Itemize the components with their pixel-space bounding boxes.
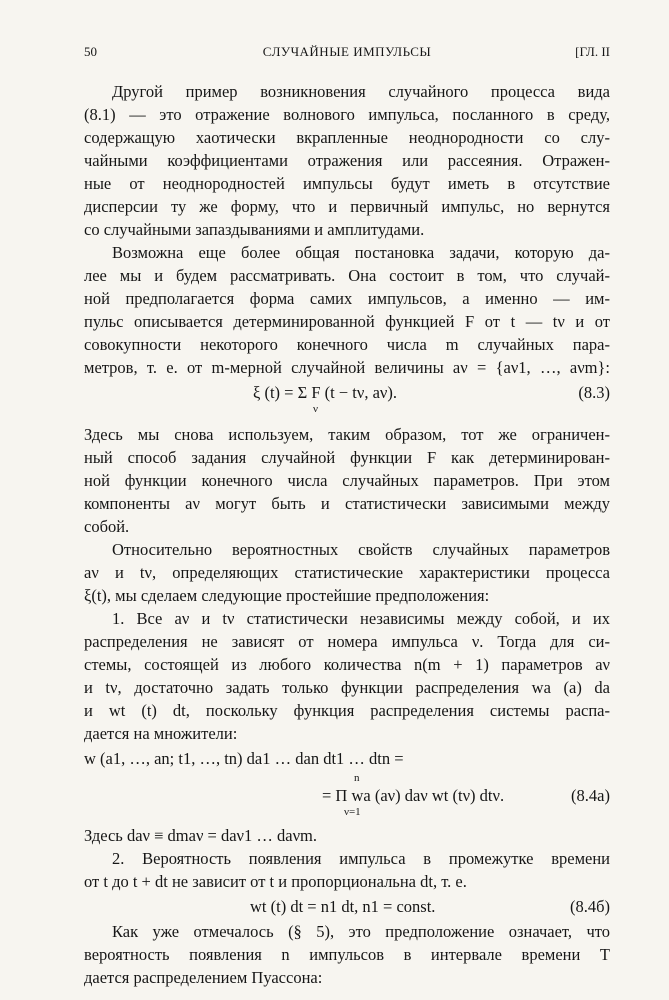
formula-8-4a-upper: n <box>354 772 360 784</box>
text-line: (8.1) — это отражение волнового импульса, посланного в среду, <box>84 105 610 124</box>
running-title: СЛУЧАЙНЫЕ ИМПУЛЬСЫ <box>262 44 432 59</box>
formula-8-4a-lower: ν=1 <box>344 806 361 818</box>
text-line: ной функции конечного числа случайных параметров. При этом <box>84 471 610 490</box>
text-line: Относительно вероятностных свойств случайных параметров <box>112 540 610 559</box>
page-bottom-edge <box>0 989 669 1000</box>
text-line: вероятность появления n импульсов в интервале времени T <box>84 945 610 964</box>
text-line: совокупности некоторого конечного числа m случайных пара- <box>84 335 610 354</box>
text-line: дается распределением Пуассона: <box>84 968 323 987</box>
text-line: от t до t + dt не зависит от t и пропорциональна dt, т. е. <box>84 872 467 891</box>
text-line: дисперсии ту же форму, что и первичный импульс, но вернутся <box>84 197 610 216</box>
equation-number: (8.4б) <box>569 897 610 916</box>
text-line: Возможна еще более общая постановка задачи, которую да- <box>112 243 610 262</box>
text-line: и wt (t) dt, поскольку функция распределения системы распа- <box>84 701 610 720</box>
text-line: ξ(t), мы сделаем следующие простейшие предположения: <box>84 586 490 605</box>
page-number: 50 <box>84 44 97 59</box>
formula-8-4a-bottom: = Π wa (aν) daν wt (tν) dtν. <box>322 786 505 805</box>
text-line: компоненты aν могут быть и статистически зависимыми между <box>84 494 610 513</box>
text-line: собой. <box>84 517 130 536</box>
formula-8-4a-top: w (a1, …, an; t1, …, tn) da1 … dan dt1 … dtn = <box>84 749 404 768</box>
text-line: Здесь daν ≡ dmaν = daν1 … daνm. <box>84 826 317 845</box>
text-line: со случайными запаздываниями и амплитудами. <box>84 220 425 239</box>
text-line: Здесь мы снова используем, таким образом, тот же ограничен- <box>84 425 610 444</box>
chapter-label: [ГЛ. II <box>575 44 610 59</box>
text-line: Как уже отмечалось (§ 5), это предположение означает, что <box>112 922 610 941</box>
text-line: и tν, достаточно задать только функции распределения wa (a) da <box>84 678 610 697</box>
formula-8-3: ξ (t) = Σ F (t − tν, aν). <box>253 383 397 402</box>
text-line: метров, т. е. от m-мерной случайной величины aν = {aν1, …, aνm}: <box>84 358 610 377</box>
text-line: пульс описывается детерминированной функцией F от t — tν и от <box>84 312 610 331</box>
text-line: 2. Вероятность появления импульса в промежутке времени <box>112 849 610 868</box>
text-line: дается на множители: <box>84 724 238 743</box>
formula-8-4b: wt (t) dt = n1 dt, n1 = const. <box>250 897 436 916</box>
text-line: ный способ задания случайной функции F как детерминирован- <box>84 448 610 467</box>
text-line: чайными коэффициентами отражения или рассеяния. Отражен- <box>84 151 610 170</box>
text-line: содержащую хаотически вкрапленные неоднородности со слу- <box>84 128 610 147</box>
text-line: ные от неоднородностей импульсы будут иметь в отсутствие <box>84 174 610 193</box>
text-line: Другой пример возникновения случайного процесса вида <box>112 82 610 101</box>
text-line: aν и tν, определяющих статистические характеристики процесса <box>84 563 610 582</box>
text-line: стемы, состоящей из любого количества n(m + 1) параметров aν <box>84 655 610 674</box>
text-line: лее мы и будем рассматривать. Она состоит в том, что случай- <box>84 266 610 285</box>
equation-number: (8.3) <box>578 383 610 402</box>
running-header <box>84 44 610 66</box>
text-line: 1. Все aν и tν статистически независимы между собой, и их <box>112 609 610 628</box>
text-line: ной предполагается форма самих импульсов, а именно — им- <box>84 289 610 308</box>
formula-8-3-index: ν <box>313 403 318 415</box>
text-line: распределения не зависят от номера импульса ν. Тогда для си- <box>84 632 610 651</box>
equation-number: (8.4a) <box>571 786 610 805</box>
